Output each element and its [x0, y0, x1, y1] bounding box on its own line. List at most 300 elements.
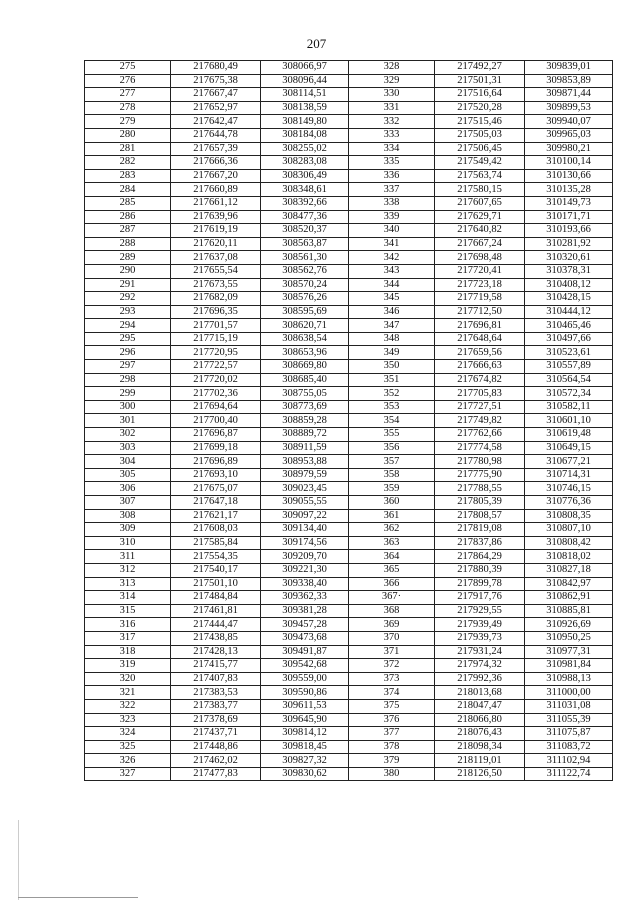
point-number-left: 289 — [85, 251, 171, 265]
point-number-left: 299 — [85, 387, 171, 401]
y-coordinate-right: 310827,18 — [525, 563, 613, 577]
y-coordinate-left: 308306,49 — [261, 169, 349, 183]
table-row — [85, 142, 613, 156]
table-row — [85, 88, 613, 102]
x-coordinate-left: 217383,77 — [171, 699, 261, 713]
y-coordinate-right: 310428,15 — [525, 292, 613, 306]
x-coordinate-left: 217437,71 — [171, 727, 261, 741]
table-row — [85, 727, 613, 741]
x-coordinate-left: 217666,36 — [171, 156, 261, 170]
y-coordinate-left: 309221,30 — [261, 563, 349, 577]
y-coordinate-left: 308755,05 — [261, 387, 349, 401]
table-row — [85, 183, 613, 197]
point-number-left: 295 — [85, 332, 171, 346]
y-coordinate-left: 309473,68 — [261, 631, 349, 645]
point-number-right: 328 — [349, 61, 435, 75]
y-coordinate-left: 308620,71 — [261, 319, 349, 333]
x-coordinate-right: 217505,03 — [435, 128, 525, 142]
x-coordinate-left: 217438,85 — [171, 631, 261, 645]
x-coordinate-left: 217585,84 — [171, 536, 261, 550]
table-row — [85, 482, 613, 496]
y-coordinate-left: 308392,66 — [261, 196, 349, 210]
table-row — [85, 373, 613, 387]
point-number-right: 337 — [349, 183, 435, 197]
point-number-left: 310 — [85, 536, 171, 550]
y-coordinate-left: 308859,28 — [261, 414, 349, 428]
x-coordinate-right: 217696,81 — [435, 319, 525, 333]
y-coordinate-left: 309611,53 — [261, 699, 349, 713]
x-coordinate-left: 217680,49 — [171, 61, 261, 75]
point-number-left: 292 — [85, 292, 171, 306]
point-number-right: 335 — [349, 156, 435, 170]
point-number-left: 275 — [85, 61, 171, 75]
table-row — [85, 441, 613, 455]
y-coordinate-right: 310862,91 — [525, 591, 613, 605]
y-coordinate-left: 308348,61 — [261, 183, 349, 197]
point-number-left: 283 — [85, 169, 171, 183]
x-coordinate-right: 218126,50 — [435, 767, 525, 781]
table-row — [85, 740, 613, 754]
y-coordinate-right: 310149,73 — [525, 196, 613, 210]
x-coordinate-left: 217652,97 — [171, 101, 261, 115]
x-coordinate-left: 217383,53 — [171, 686, 261, 700]
y-coordinate-left: 309134,40 — [261, 523, 349, 537]
point-number-right: 355 — [349, 428, 435, 442]
point-number-right: 352 — [349, 387, 435, 401]
x-coordinate-left: 217720,02 — [171, 373, 261, 387]
x-coordinate-right: 217808,57 — [435, 509, 525, 523]
x-coordinate-right: 217516,64 — [435, 88, 525, 102]
table-row — [85, 278, 613, 292]
y-coordinate-right: 310950,25 — [525, 631, 613, 645]
y-coordinate-right: 310564,54 — [525, 373, 613, 387]
x-coordinate-left: 217642,47 — [171, 115, 261, 129]
x-coordinate-right: 217549,42 — [435, 156, 525, 170]
y-coordinate-right: 310378,31 — [525, 264, 613, 278]
y-coordinate-right: 310100,14 — [525, 156, 613, 170]
y-coordinate-right: 310808,42 — [525, 536, 613, 550]
y-coordinate-right: 310977,31 — [525, 645, 613, 659]
x-coordinate-right: 217705,83 — [435, 387, 525, 401]
point-number-right: 363 — [349, 536, 435, 550]
point-number-left: 291 — [85, 278, 171, 292]
point-number-left: 281 — [85, 142, 171, 156]
y-coordinate-right: 310281,92 — [525, 237, 613, 251]
x-coordinate-left: 217660,89 — [171, 183, 261, 197]
x-coordinate-right: 218098,34 — [435, 740, 525, 754]
point-number-right: 353 — [349, 400, 435, 414]
y-coordinate-left: 309457,28 — [261, 618, 349, 632]
y-coordinate-left: 308561,30 — [261, 251, 349, 265]
y-coordinate-right: 310818,02 — [525, 550, 613, 564]
x-coordinate-left: 217378,69 — [171, 713, 261, 727]
point-number-right: 356 — [349, 441, 435, 455]
y-coordinate-right: 310619,48 — [525, 428, 613, 442]
x-coordinate-right: 217492,27 — [435, 61, 525, 75]
y-coordinate-right: 310135,28 — [525, 183, 613, 197]
x-coordinate-left: 217675,07 — [171, 482, 261, 496]
x-coordinate-left: 217428,13 — [171, 645, 261, 659]
point-number-left: 316 — [85, 618, 171, 632]
x-coordinate-right: 217666,63 — [435, 360, 525, 374]
y-coordinate-left: 308653,96 — [261, 346, 349, 360]
y-coordinate-left: 309818,45 — [261, 740, 349, 754]
point-number-right: 342 — [349, 251, 435, 265]
table-row — [85, 767, 613, 781]
point-number-left: 314 — [85, 591, 171, 605]
x-coordinate-left: 217722,57 — [171, 360, 261, 374]
x-coordinate-left: 217701,57 — [171, 319, 261, 333]
point-number-left: 307 — [85, 496, 171, 510]
point-number-right: 375 — [349, 699, 435, 713]
y-coordinate-right: 310885,81 — [525, 604, 613, 618]
y-coordinate-left: 308563,87 — [261, 237, 349, 251]
point-number-right: 373 — [349, 672, 435, 686]
point-number-right: 331 — [349, 101, 435, 115]
x-coordinate-right: 217929,55 — [435, 604, 525, 618]
point-number-right: 349 — [349, 346, 435, 360]
x-coordinate-left: 217462,02 — [171, 754, 261, 768]
x-coordinate-left: 217501,10 — [171, 577, 261, 591]
table-row — [85, 251, 613, 265]
point-number-right: 367· — [349, 591, 435, 605]
point-number-right: 360 — [349, 496, 435, 510]
x-coordinate-left: 217673,55 — [171, 278, 261, 292]
x-coordinate-right: 217899,78 — [435, 577, 525, 591]
x-coordinate-left: 217540,17 — [171, 563, 261, 577]
point-number-right: 371 — [349, 645, 435, 659]
point-number-left: 301 — [85, 414, 171, 428]
x-coordinate-left: 217461,81 — [171, 604, 261, 618]
y-coordinate-right: 310193,66 — [525, 224, 613, 238]
point-number-left: 326 — [85, 754, 171, 768]
point-number-left: 313 — [85, 577, 171, 591]
x-coordinate-right: 217805,39 — [435, 496, 525, 510]
y-coordinate-left: 309559,00 — [261, 672, 349, 686]
y-coordinate-left: 308096,44 — [261, 74, 349, 88]
point-number-right: 345 — [349, 292, 435, 306]
y-coordinate-left: 309827,32 — [261, 754, 349, 768]
y-coordinate-right: 309871,44 — [525, 88, 613, 102]
y-coordinate-right: 309839,01 — [525, 61, 613, 75]
table-row — [85, 699, 613, 713]
point-number-right: 379 — [349, 754, 435, 768]
x-coordinate-left: 217608,03 — [171, 523, 261, 537]
point-number-left: 302 — [85, 428, 171, 442]
x-coordinate-right: 217719,58 — [435, 292, 525, 306]
point-number-left: 287 — [85, 224, 171, 238]
point-number-left: 303 — [85, 441, 171, 455]
y-coordinate-left: 308477,36 — [261, 210, 349, 224]
point-number-left: 279 — [85, 115, 171, 129]
table-row — [85, 224, 613, 238]
x-coordinate-right: 217774,58 — [435, 441, 525, 455]
table-row — [85, 563, 613, 577]
y-coordinate-right: 310746,15 — [525, 482, 613, 496]
table-row — [85, 360, 613, 374]
table-row — [85, 672, 613, 686]
x-coordinate-right: 217515,46 — [435, 115, 525, 129]
x-coordinate-right: 217667,24 — [435, 237, 525, 251]
table-row — [85, 346, 613, 360]
y-coordinate-right: 311031,08 — [525, 699, 613, 713]
y-coordinate-right: 310582,11 — [525, 400, 613, 414]
x-coordinate-right: 217819,08 — [435, 523, 525, 537]
x-coordinate-left: 217657,39 — [171, 142, 261, 156]
point-number-right: 330 — [349, 88, 435, 102]
table-row — [85, 319, 613, 333]
y-coordinate-left: 309645,90 — [261, 713, 349, 727]
x-coordinate-right: 218047,47 — [435, 699, 525, 713]
point-number-left: 277 — [85, 88, 171, 102]
point-number-left: 308 — [85, 509, 171, 523]
x-coordinate-right: 217992,36 — [435, 672, 525, 686]
table-row — [85, 523, 613, 537]
x-coordinate-left: 217702,36 — [171, 387, 261, 401]
y-coordinate-left: 308576,26 — [261, 292, 349, 306]
point-number-right: 377 — [349, 727, 435, 741]
point-number-left: 278 — [85, 101, 171, 115]
x-coordinate-right: 217698,48 — [435, 251, 525, 265]
x-coordinate-left: 217675,38 — [171, 74, 261, 88]
y-coordinate-right: 310601,10 — [525, 414, 613, 428]
point-number-left: 315 — [85, 604, 171, 618]
point-number-left: 317 — [85, 631, 171, 645]
y-coordinate-right: 309853,89 — [525, 74, 613, 88]
x-coordinate-right: 217648,64 — [435, 332, 525, 346]
y-coordinate-left: 308066,97 — [261, 61, 349, 75]
y-coordinate-right: 309899,53 — [525, 101, 613, 115]
table-row — [85, 101, 613, 115]
y-coordinate-left: 309491,87 — [261, 645, 349, 659]
table-row — [85, 61, 613, 75]
table-row — [85, 196, 613, 210]
x-coordinate-left: 217720,95 — [171, 346, 261, 360]
y-coordinate-left: 308669,80 — [261, 360, 349, 374]
point-number-left: 284 — [85, 183, 171, 197]
y-coordinate-left: 309814,12 — [261, 727, 349, 741]
y-coordinate-right: 310408,12 — [525, 278, 613, 292]
point-number-right: 334 — [349, 142, 435, 156]
y-coordinate-right: 311122,74 — [525, 767, 613, 781]
y-coordinate-left: 309174,56 — [261, 536, 349, 550]
table-row — [85, 332, 613, 346]
x-coordinate-left: 217682,09 — [171, 292, 261, 306]
point-number-left: 323 — [85, 713, 171, 727]
y-coordinate-right: 310497,66 — [525, 332, 613, 346]
x-coordinate-right: 217580,15 — [435, 183, 525, 197]
y-coordinate-left: 308911,59 — [261, 441, 349, 455]
table-row — [85, 74, 613, 88]
x-coordinate-right: 217762,66 — [435, 428, 525, 442]
y-coordinate-left: 308570,24 — [261, 278, 349, 292]
point-number-right: 329 — [349, 74, 435, 88]
y-coordinate-right: 310677,21 — [525, 455, 613, 469]
point-number-left: 322 — [85, 699, 171, 713]
y-coordinate-left: 309381,28 — [261, 604, 349, 618]
x-coordinate-left: 217407,83 — [171, 672, 261, 686]
point-number-right: 344 — [349, 278, 435, 292]
table-row — [85, 210, 613, 224]
y-coordinate-right: 311075,87 — [525, 727, 613, 741]
x-coordinate-left: 217715,19 — [171, 332, 261, 346]
table-row — [85, 305, 613, 319]
x-coordinate-right: 217837,86 — [435, 536, 525, 550]
y-coordinate-right: 309965,03 — [525, 128, 613, 142]
y-coordinate-left: 308595,69 — [261, 305, 349, 319]
table-row — [85, 115, 613, 129]
point-number-right: 340 — [349, 224, 435, 238]
point-number-right: 376 — [349, 713, 435, 727]
y-coordinate-right: 310523,61 — [525, 346, 613, 360]
point-number-left: 300 — [85, 400, 171, 414]
y-coordinate-left: 308638,54 — [261, 332, 349, 346]
point-number-right: 354 — [349, 414, 435, 428]
table-row — [85, 387, 613, 401]
x-coordinate-right: 217640,82 — [435, 224, 525, 238]
point-number-left: 321 — [85, 686, 171, 700]
point-number-left: 296 — [85, 346, 171, 360]
table-row — [85, 509, 613, 523]
x-coordinate-left: 217694,64 — [171, 400, 261, 414]
point-number-left: 286 — [85, 210, 171, 224]
y-coordinate-left: 309023,45 — [261, 482, 349, 496]
x-coordinate-right: 217659,56 — [435, 346, 525, 360]
y-coordinate-left: 308520,37 — [261, 224, 349, 238]
point-number-right: 343 — [349, 264, 435, 278]
x-coordinate-right: 217939,73 — [435, 631, 525, 645]
y-coordinate-right: 310649,15 — [525, 441, 613, 455]
point-number-right: 346 — [349, 305, 435, 319]
point-number-left: 280 — [85, 128, 171, 142]
x-coordinate-left: 217667,47 — [171, 88, 261, 102]
point-number-right: 380 — [349, 767, 435, 781]
x-coordinate-left: 217693,10 — [171, 468, 261, 482]
x-coordinate-left: 217415,77 — [171, 659, 261, 673]
x-coordinate-right: 217864,29 — [435, 550, 525, 564]
y-coordinate-left: 309542,68 — [261, 659, 349, 673]
x-coordinate-right: 217563,74 — [435, 169, 525, 183]
table-row — [85, 659, 613, 673]
y-coordinate-right: 310988,13 — [525, 672, 613, 686]
point-number-right: 369 — [349, 618, 435, 632]
point-number-right: 359 — [349, 482, 435, 496]
x-coordinate-left: 217444,47 — [171, 618, 261, 632]
y-coordinate-right: 310808,35 — [525, 509, 613, 523]
point-number-right: 364 — [349, 550, 435, 564]
point-number-right: 333 — [349, 128, 435, 142]
y-coordinate-left: 309338,40 — [261, 577, 349, 591]
table-row — [85, 754, 613, 768]
table-row — [85, 169, 613, 183]
table-row — [85, 645, 613, 659]
footnote-line — [18, 897, 138, 898]
x-coordinate-left: 217696,89 — [171, 455, 261, 469]
point-number-left: 319 — [85, 659, 171, 673]
x-coordinate-right: 217775,90 — [435, 468, 525, 482]
x-coordinate-left: 217477,83 — [171, 767, 261, 781]
point-number-right: 357 — [349, 455, 435, 469]
x-coordinate-left: 217700,40 — [171, 414, 261, 428]
point-number-right: 348 — [349, 332, 435, 346]
point-number-right: 370 — [349, 631, 435, 645]
table-row — [85, 496, 613, 510]
y-coordinate-right: 309980,21 — [525, 142, 613, 156]
point-number-left: 312 — [85, 563, 171, 577]
y-coordinate-right: 310320,61 — [525, 251, 613, 265]
x-coordinate-right: 217712,50 — [435, 305, 525, 319]
y-coordinate-left: 308138,59 — [261, 101, 349, 115]
point-number-left: 290 — [85, 264, 171, 278]
y-coordinate-left: 308773,69 — [261, 400, 349, 414]
point-number-left: 298 — [85, 373, 171, 387]
x-coordinate-right: 217917,76 — [435, 591, 525, 605]
x-coordinate-right: 217880,39 — [435, 563, 525, 577]
point-number-left: 306 — [85, 482, 171, 496]
point-number-left: 297 — [85, 360, 171, 374]
table-row — [85, 550, 613, 564]
x-coordinate-right: 217674,82 — [435, 373, 525, 387]
table-row — [85, 686, 613, 700]
table-row — [85, 414, 613, 428]
y-coordinate-left: 309055,55 — [261, 496, 349, 510]
x-coordinate-left: 217639,96 — [171, 210, 261, 224]
x-coordinate-right: 217974,32 — [435, 659, 525, 673]
y-coordinate-right: 310714,31 — [525, 468, 613, 482]
x-coordinate-left: 217696,87 — [171, 428, 261, 442]
page-number: 207 — [306, 36, 327, 51]
x-coordinate-left: 217448,86 — [171, 740, 261, 754]
x-coordinate-right: 217506,45 — [435, 142, 525, 156]
x-coordinate-left: 217484,84 — [171, 591, 261, 605]
y-coordinate-right: 311000,00 — [525, 686, 613, 700]
point-number-right: 341 — [349, 237, 435, 251]
x-coordinate-right: 217931,24 — [435, 645, 525, 659]
point-number-right: 338 — [349, 196, 435, 210]
x-coordinate-left: 217667,20 — [171, 169, 261, 183]
point-number-right: 361 — [349, 509, 435, 523]
point-number-left: 320 — [85, 672, 171, 686]
table-row — [85, 618, 613, 632]
y-coordinate-right: 310776,36 — [525, 496, 613, 510]
point-number-left: 324 — [85, 727, 171, 741]
x-coordinate-right: 218013,68 — [435, 686, 525, 700]
point-number-left: 305 — [85, 468, 171, 482]
x-coordinate-left: 217661,12 — [171, 196, 261, 210]
y-coordinate-left: 308114,51 — [261, 88, 349, 102]
point-number-left: 288 — [85, 237, 171, 251]
y-coordinate-left: 308149,80 — [261, 115, 349, 129]
y-coordinate-right: 310842,97 — [525, 577, 613, 591]
x-coordinate-right: 217723,18 — [435, 278, 525, 292]
table-row — [85, 428, 613, 442]
margin-line — [18, 820, 19, 900]
point-number-left: 325 — [85, 740, 171, 754]
y-coordinate-right: 310444,12 — [525, 305, 613, 319]
y-coordinate-right: 309940,07 — [525, 115, 613, 129]
y-coordinate-left: 308283,08 — [261, 156, 349, 170]
point-number-right: 362 — [349, 523, 435, 537]
table-row — [85, 468, 613, 482]
x-coordinate-left: 217644,78 — [171, 128, 261, 142]
table-row — [85, 591, 613, 605]
table-row — [85, 577, 613, 591]
x-coordinate-left: 217647,18 — [171, 496, 261, 510]
y-coordinate-right: 310171,71 — [525, 210, 613, 224]
y-coordinate-right: 310465,46 — [525, 319, 613, 333]
x-coordinate-left: 217637,08 — [171, 251, 261, 265]
point-number-left: 285 — [85, 196, 171, 210]
